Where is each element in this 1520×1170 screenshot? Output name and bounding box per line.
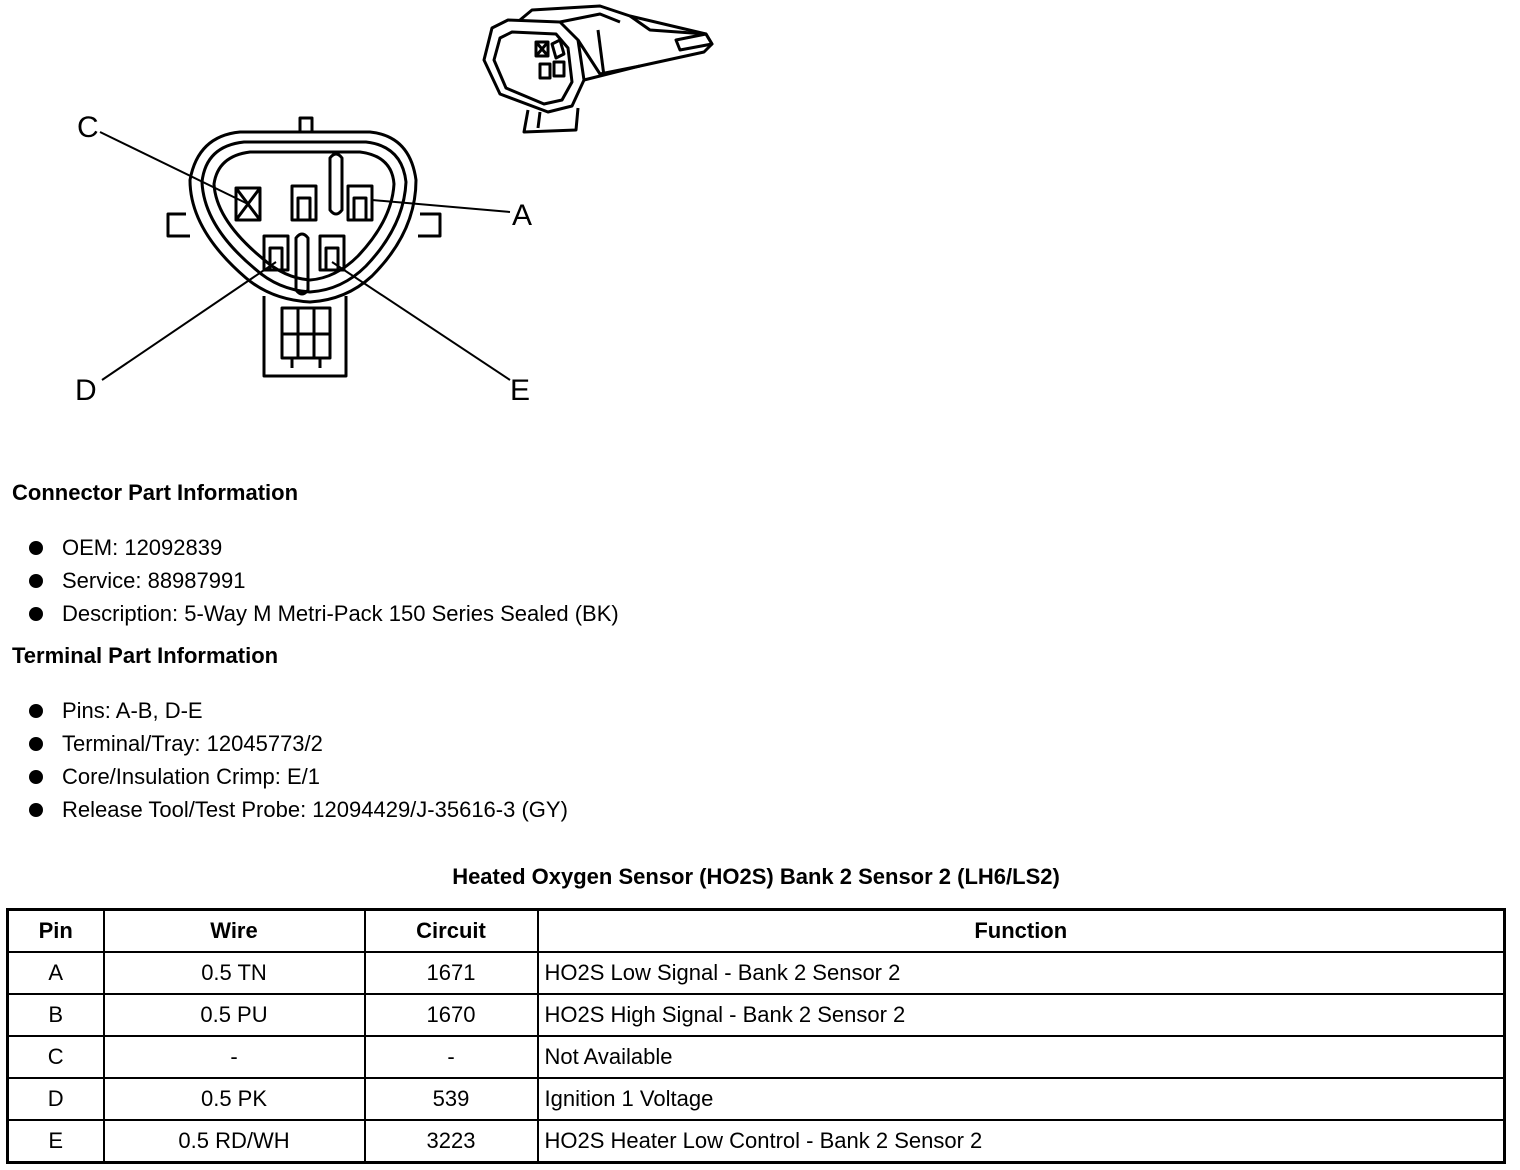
cell-pin: C <box>8 1036 104 1078</box>
cell-function: HO2S Heater Low Control - Bank 2 Sensor 2 <box>538 1120 1505 1163</box>
terminal-info-title: Terminal Part Information <box>12 643 279 668</box>
cavity-b <box>292 186 316 220</box>
header-circuit: Circuit <box>365 910 538 953</box>
terminal-info-item: Core/Insulation Crimp: E/1 <box>28 760 568 793</box>
cell-pin: B <box>8 994 104 1036</box>
table-header-row <box>8 910 1505 953</box>
cavity-d <box>264 236 288 270</box>
connector-info-item: Service: 88987991 <box>28 564 619 597</box>
header-wire: Wire <box>104 910 365 953</box>
table-row <box>8 994 1505 1036</box>
cell-wire: 0.5 PK <box>104 1078 365 1120</box>
cell-circuit: 3223 <box>365 1120 538 1163</box>
terminal-info-item: Release Tool/Test Probe: 12094429/J-35616-3 (GY) <box>28 793 568 826</box>
connector-info-item: OEM: 12092839 <box>28 531 619 564</box>
cell-wire: 0.5 TN <box>104 952 365 994</box>
terminal-info-item: Pins: A-B, D-E <box>28 694 568 727</box>
table-row <box>8 1078 1505 1120</box>
connector-info-list <box>28 531 619 630</box>
cavity-e <box>320 236 344 270</box>
pinout-table <box>6 908 1506 1164</box>
cavity-a <box>348 186 372 220</box>
terminal-info-item: Terminal/Tray: 12045773/2 <box>28 727 568 760</box>
table-row <box>8 1036 1505 1078</box>
cell-circuit: 1670 <box>365 994 538 1036</box>
cell-circuit: - <box>365 1036 538 1078</box>
cell-wire: 0.5 RD/WH <box>104 1120 365 1163</box>
cell-wire: 0.5 PU <box>104 994 365 1036</box>
cell-function: HO2S Low Signal - Bank 2 Sensor 2 <box>538 952 1505 994</box>
cell-function: Not Available <box>538 1036 1505 1078</box>
table-row <box>8 1120 1505 1163</box>
leader-lines <box>100 132 510 380</box>
pin-label-e: E <box>510 374 531 407</box>
pin-label-d: D <box>75 374 97 407</box>
connector-info-item: Description: 5-Way M Metri-Pack 150 Series Sealed (BK) <box>28 597 619 630</box>
cell-pin: E <box>8 1120 104 1163</box>
header-pin: Pin <box>8 910 104 953</box>
pin-label-c: C <box>77 111 99 144</box>
cell-pin: D <box>8 1078 104 1120</box>
table-title: Heated Oxygen Sensor (HO2S) Bank 2 Sensor 2 (LH6/LS2) <box>452 864 1060 889</box>
table-row <box>8 952 1505 994</box>
terminal-info-list <box>28 694 568 826</box>
cell-circuit: 1671 <box>365 952 538 994</box>
connector-diagram <box>0 0 760 430</box>
connector-face <box>168 118 440 376</box>
header-function: Function <box>538 910 1505 953</box>
cell-function: Ignition 1 Voltage <box>538 1078 1505 1120</box>
cell-pin: A <box>8 952 104 994</box>
cell-circuit: 539 <box>365 1078 538 1120</box>
connector-3d-illustration <box>484 6 712 132</box>
cell-function: HO2S High Signal - Bank 2 Sensor 2 <box>538 994 1505 1036</box>
pin-label-a: A <box>512 199 533 232</box>
connector-info-title: Connector Part Information <box>12 480 299 505</box>
cell-wire: - <box>104 1036 365 1078</box>
terminal-cavities <box>236 186 372 270</box>
